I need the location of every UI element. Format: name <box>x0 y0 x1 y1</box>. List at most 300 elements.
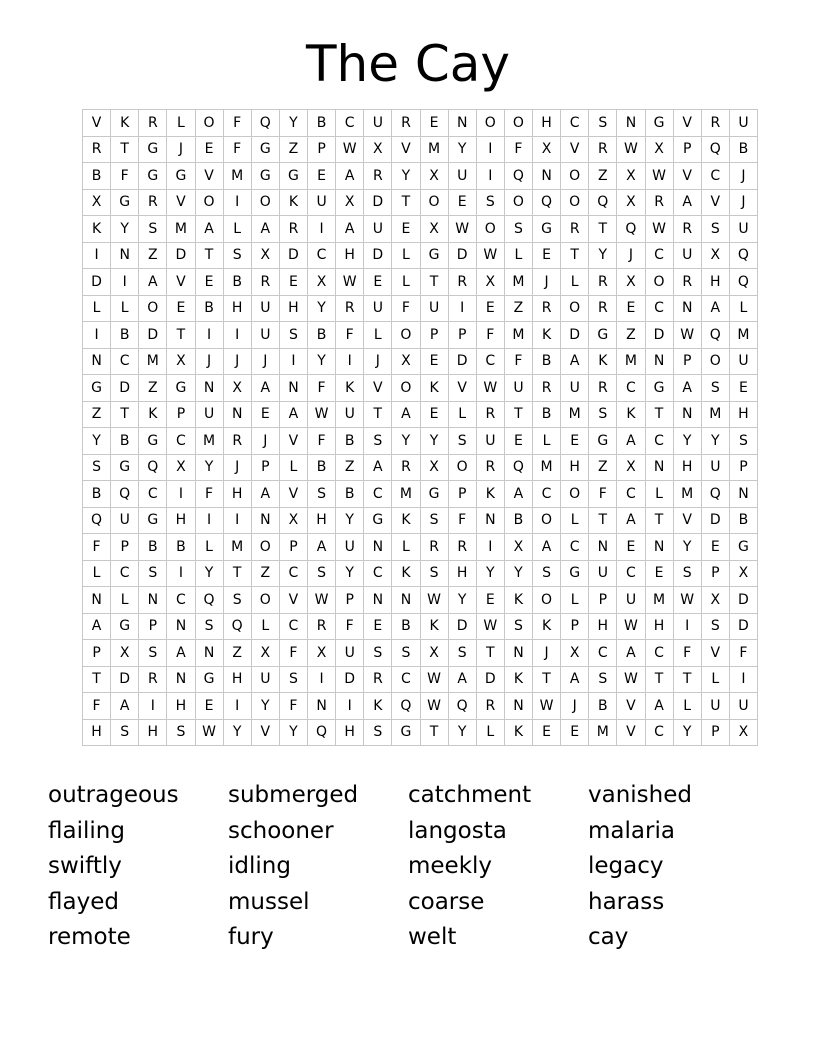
grid-cell: G <box>251 136 279 163</box>
grid-cell: U <box>701 693 729 720</box>
grid-cell: S <box>364 719 392 746</box>
grid-cell: A <box>701 295 729 322</box>
grid-cell: X <box>729 719 757 746</box>
grid-row <box>83 454 758 481</box>
grid-cell: A <box>195 216 223 243</box>
grid-cell: W <box>645 163 673 190</box>
grid-cell: J <box>167 136 195 163</box>
grid-cell: N <box>83 587 111 614</box>
grid-cell: J <box>364 348 392 375</box>
grid-cell: J <box>729 189 757 216</box>
grid-cell: I <box>111 269 139 296</box>
grid-cell: C <box>617 375 645 402</box>
grid-cell: F <box>729 640 757 667</box>
grid-cell: N <box>364 534 392 561</box>
grid-cell: V <box>561 136 589 163</box>
grid-cell: G <box>139 507 167 534</box>
grid-cell: M <box>533 454 561 481</box>
grid-cell: M <box>392 481 420 508</box>
grid-cell: G <box>420 481 448 508</box>
grid-cell: A <box>83 613 111 640</box>
grid-cell: T <box>111 136 139 163</box>
grid-cell: O <box>139 295 167 322</box>
grid-cell: S <box>589 110 617 137</box>
grid-cell: X <box>420 216 448 243</box>
grid-cell: Z <box>223 640 251 667</box>
word-list-item: meekly <box>408 853 493 879</box>
grid-cell: D <box>364 189 392 216</box>
grid-cell: K <box>279 189 307 216</box>
grid-cell: L <box>504 242 532 269</box>
grid-cell: U <box>589 560 617 587</box>
grid-cell: D <box>645 322 673 349</box>
grid-cell: D <box>448 242 476 269</box>
grid-cell: U <box>561 375 589 402</box>
grid-cell: L <box>561 269 589 296</box>
grid-cell: D <box>111 375 139 402</box>
grid-cell: G <box>645 375 673 402</box>
grid-cell: J <box>561 693 589 720</box>
grid-cell: F <box>336 322 364 349</box>
grid-row <box>83 666 758 693</box>
grid-cell: X <box>223 375 251 402</box>
grid-cell: W <box>645 216 673 243</box>
grid-cell: U <box>617 587 645 614</box>
grid-cell: Z <box>617 322 645 349</box>
grid-cell: J <box>617 242 645 269</box>
grid-cell: X <box>167 348 195 375</box>
grid-cell: I <box>279 348 307 375</box>
grid-cell: L <box>729 295 757 322</box>
grid-cell: E <box>420 401 448 428</box>
grid-cell: R <box>336 295 364 322</box>
grid-cell: P <box>701 560 729 587</box>
grid-cell: L <box>561 587 589 614</box>
grid-cell: S <box>139 640 167 667</box>
grid-cell: E <box>561 428 589 455</box>
grid-cell: N <box>673 295 701 322</box>
grid-cell: T <box>476 640 504 667</box>
grid-cell: V <box>364 375 392 402</box>
grid-cell: R <box>448 534 476 561</box>
grid-cell: C <box>364 560 392 587</box>
grid-cell: T <box>645 666 673 693</box>
grid-cell: Z <box>139 242 167 269</box>
grid-cell: O <box>476 110 504 137</box>
grid-row <box>83 216 758 243</box>
grid-cell: V <box>251 719 279 746</box>
grid-cell: T <box>561 242 589 269</box>
grid-cell: E <box>701 534 729 561</box>
grid-cell: U <box>251 295 279 322</box>
grid-row <box>83 401 758 428</box>
grid-cell: H <box>279 295 307 322</box>
grid-cell: F <box>223 110 251 137</box>
grid-cell: S <box>195 613 223 640</box>
grid-cell: M <box>504 322 532 349</box>
grid-cell: C <box>701 163 729 190</box>
grid-cell: V <box>167 269 195 296</box>
grid-cell: B <box>223 269 251 296</box>
grid-cell: D <box>336 666 364 693</box>
grid-cell: C <box>364 481 392 508</box>
grid-cell: V <box>673 163 701 190</box>
grid-cell: E <box>504 428 532 455</box>
grid-cell: G <box>279 163 307 190</box>
grid-row <box>83 322 758 349</box>
grid-cell: I <box>476 534 504 561</box>
grid-cell: N <box>476 507 504 534</box>
grid-cell: E <box>561 719 589 746</box>
grid-cell: Y <box>673 534 701 561</box>
grid-cell: R <box>392 454 420 481</box>
grid-cell: N <box>251 507 279 534</box>
grid-cell: L <box>364 322 392 349</box>
grid-cell: Y <box>392 163 420 190</box>
grid-cell: N <box>448 110 476 137</box>
grid-cell: S <box>589 401 617 428</box>
grid-cell: B <box>195 295 223 322</box>
grid-cell: A <box>673 375 701 402</box>
grid-cell: L <box>645 481 673 508</box>
grid-cell: S <box>504 216 532 243</box>
grid-cell: U <box>336 534 364 561</box>
word-list-row <box>48 778 768 814</box>
grid-cell: N <box>308 693 336 720</box>
grid-cell: C <box>533 481 561 508</box>
grid-cell: N <box>111 242 139 269</box>
grid-cell: S <box>504 613 532 640</box>
grid-cell: N <box>364 587 392 614</box>
grid-cell: P <box>308 136 336 163</box>
word-list-item: vanished <box>588 782 692 808</box>
grid-cell: K <box>139 401 167 428</box>
grid-cell: S <box>729 428 757 455</box>
word-list-row <box>48 920 768 956</box>
grid-cell: Q <box>701 481 729 508</box>
grid-cell: X <box>617 189 645 216</box>
grid-cell: U <box>195 401 223 428</box>
grid-cell: B <box>308 110 336 137</box>
grid-cell: H <box>336 719 364 746</box>
grid-cell: T <box>645 507 673 534</box>
grid-cell: S <box>701 375 729 402</box>
grid-cell: P <box>139 613 167 640</box>
grid-cell: W <box>195 719 223 746</box>
grid-cell: G <box>195 666 223 693</box>
grid-cell: C <box>111 348 139 375</box>
grid-cell: U <box>701 454 729 481</box>
grid-cell: E <box>392 216 420 243</box>
grid-cell: X <box>167 454 195 481</box>
grid-cell: L <box>561 507 589 534</box>
grid-cell: Q <box>83 507 111 534</box>
grid-cell: K <box>420 375 448 402</box>
grid-cell: K <box>364 693 392 720</box>
grid-cell: X <box>336 189 364 216</box>
grid-cell: Q <box>533 189 561 216</box>
grid-cell: S <box>673 560 701 587</box>
grid-cell: C <box>645 295 673 322</box>
grid-cell: C <box>279 613 307 640</box>
grid-cell: R <box>420 534 448 561</box>
grid-cell: B <box>111 322 139 349</box>
grid-cell: I <box>195 507 223 534</box>
grid-cell: O <box>476 216 504 243</box>
grid-row <box>83 110 758 137</box>
grid-row <box>83 348 758 375</box>
grid-cell: W <box>308 401 336 428</box>
grid-cell: B <box>533 348 561 375</box>
grid-cell: M <box>195 428 223 455</box>
grid-cell: U <box>336 640 364 667</box>
grid-cell: N <box>673 401 701 428</box>
grid-cell: R <box>139 110 167 137</box>
grid-cell: D <box>83 269 111 296</box>
grid-cell: P <box>420 322 448 349</box>
grid-cell: B <box>139 534 167 561</box>
grid-cell: P <box>83 640 111 667</box>
grid-cell: I <box>336 348 364 375</box>
grid-cell: J <box>533 640 561 667</box>
grid-cell: M <box>673 481 701 508</box>
grid-cell: S <box>448 640 476 667</box>
grid-cell: H <box>701 269 729 296</box>
grid-cell: K <box>533 322 561 349</box>
grid-cell: M <box>223 163 251 190</box>
grid-cell: W <box>420 666 448 693</box>
grid-row <box>83 481 758 508</box>
grid-cell: S <box>364 428 392 455</box>
grid-cell: C <box>645 719 673 746</box>
grid-cell: C <box>645 428 673 455</box>
word-list-item: cay <box>588 924 629 950</box>
grid-cell: D <box>364 242 392 269</box>
grid-cell: N <box>279 375 307 402</box>
grid-cell: S <box>420 560 448 587</box>
grid-cell: H <box>336 242 364 269</box>
grid-cell: S <box>420 507 448 534</box>
grid-cell: H <box>673 454 701 481</box>
grid-cell: B <box>392 613 420 640</box>
grid-cell: E <box>645 560 673 587</box>
grid-cell: D <box>476 666 504 693</box>
grid-cell: E <box>279 269 307 296</box>
grid-cell: I <box>308 666 336 693</box>
grid-cell: Y <box>83 428 111 455</box>
grid-cell: V <box>673 507 701 534</box>
grid-cell: N <box>167 666 195 693</box>
grid-cell: M <box>167 216 195 243</box>
grid-cell: A <box>139 269 167 296</box>
grid-cell: Q <box>504 163 532 190</box>
grid-cell: V <box>701 640 729 667</box>
grid-cell: U <box>308 189 336 216</box>
word-list-item: idling <box>228 853 291 879</box>
grid-cell: S <box>392 640 420 667</box>
grid-cell: S <box>476 189 504 216</box>
grid-cell: M <box>139 348 167 375</box>
grid-cell: O <box>448 454 476 481</box>
grid-cell: I <box>223 693 251 720</box>
word-list-item: schooner <box>228 817 334 844</box>
grid-cell: M <box>645 587 673 614</box>
grid-cell: W <box>673 322 701 349</box>
grid-cell: Y <box>308 295 336 322</box>
grid-cell: H <box>448 560 476 587</box>
grid-cell: T <box>392 189 420 216</box>
grid-cell: W <box>420 587 448 614</box>
grid-cell: R <box>533 375 561 402</box>
grid-cell: Y <box>336 560 364 587</box>
grid-cell: S <box>589 666 617 693</box>
grid-row <box>83 269 758 296</box>
grid-cell: X <box>420 454 448 481</box>
word-list-item: harass <box>588 888 665 915</box>
grid-cell: R <box>589 136 617 163</box>
grid-cell: X <box>420 163 448 190</box>
grid-row <box>83 613 758 640</box>
word-list-item: fury <box>228 924 274 950</box>
grid-cell: B <box>83 163 111 190</box>
grid-cell: A <box>111 693 139 720</box>
grid-cell: Z <box>251 560 279 587</box>
grid-cell: F <box>504 136 532 163</box>
grid-cell: O <box>561 189 589 216</box>
grid-cell: N <box>617 110 645 137</box>
grid-cell: F <box>308 375 336 402</box>
grid-cell: A <box>364 454 392 481</box>
grid-cell: F <box>195 481 223 508</box>
grid-cell: T <box>223 560 251 587</box>
grid-cell: Z <box>279 136 307 163</box>
grid-cell: V <box>279 587 307 614</box>
word-list-item: outrageous <box>48 782 179 808</box>
grid-cell: B <box>83 481 111 508</box>
grid-cell: E <box>476 295 504 322</box>
grid-cell: A <box>279 401 307 428</box>
grid-cell: I <box>167 481 195 508</box>
grid-cell: W <box>308 587 336 614</box>
grid-cell: L <box>448 401 476 428</box>
grid-cell: T <box>167 322 195 349</box>
grid-cell: R <box>476 693 504 720</box>
grid-cell: U <box>504 375 532 402</box>
grid-cell: T <box>533 666 561 693</box>
grid-cell: O <box>533 587 561 614</box>
grid-cell: C <box>167 587 195 614</box>
grid-cell: G <box>589 428 617 455</box>
grid-cell: J <box>195 348 223 375</box>
grid-cell: R <box>673 269 701 296</box>
grid-cell: G <box>83 375 111 402</box>
grid-cell: Q <box>589 189 617 216</box>
grid-cell: F <box>673 640 701 667</box>
grid-cell: H <box>139 719 167 746</box>
grid-cell: G <box>392 719 420 746</box>
grid-cell: E <box>308 163 336 190</box>
grid-cell: U <box>673 242 701 269</box>
grid-cell: O <box>701 348 729 375</box>
grid-cell: Q <box>223 613 251 640</box>
grid-cell: P <box>673 136 701 163</box>
grid-cell: O <box>561 481 589 508</box>
grid-cell: K <box>476 481 504 508</box>
grid-cell: A <box>617 428 645 455</box>
grid-cell: K <box>392 560 420 587</box>
grid-cell: X <box>617 454 645 481</box>
grid-cell: L <box>111 295 139 322</box>
grid-cell: C <box>336 110 364 137</box>
word-list-row <box>48 885 768 921</box>
grid-cell: N <box>645 348 673 375</box>
grid-row <box>83 163 758 190</box>
grid-cell: H <box>308 507 336 534</box>
grid-cell: A <box>392 401 420 428</box>
grid-cell: A <box>645 693 673 720</box>
grid-cell: S <box>701 613 729 640</box>
grid-cell: Y <box>392 428 420 455</box>
grid-cell: Y <box>195 454 223 481</box>
grid-cell: P <box>729 454 757 481</box>
grid-cell: D <box>701 507 729 534</box>
grid-cell: L <box>195 534 223 561</box>
grid-cell: E <box>195 269 223 296</box>
grid-cell: A <box>251 216 279 243</box>
grid-cell: U <box>364 216 392 243</box>
grid-cell: M <box>701 401 729 428</box>
grid-cell: U <box>364 295 392 322</box>
grid-cell: C <box>476 348 504 375</box>
grid-cell: S <box>533 560 561 587</box>
grid-cell: D <box>729 587 757 614</box>
grid-cell: V <box>279 428 307 455</box>
grid-cell: T <box>645 401 673 428</box>
grid-cell: I <box>448 295 476 322</box>
grid-cell: S <box>308 481 336 508</box>
grid-cell: H <box>167 507 195 534</box>
grid-cell: H <box>167 693 195 720</box>
grid-cell: Y <box>251 693 279 720</box>
grid-cell: W <box>476 375 504 402</box>
grid-cell: F <box>279 693 307 720</box>
grid-cell: E <box>617 534 645 561</box>
grid-cell: O <box>504 110 532 137</box>
grid-cell: P <box>279 534 307 561</box>
grid-cell: S <box>364 640 392 667</box>
grid-cell: L <box>701 666 729 693</box>
grid-cell: Q <box>617 216 645 243</box>
grid-cell: U <box>729 348 757 375</box>
grid-cell: M <box>617 348 645 375</box>
grid-cell: P <box>561 613 589 640</box>
grid-cell: B <box>729 136 757 163</box>
grid-cell: L <box>111 587 139 614</box>
grid-cell: R <box>645 189 673 216</box>
grid-cell: F <box>392 295 420 322</box>
grid-cell: U <box>476 428 504 455</box>
grid-cell: X <box>533 136 561 163</box>
grid-cell: N <box>195 640 223 667</box>
grid-cell: T <box>589 507 617 534</box>
grid-cell: B <box>533 401 561 428</box>
grid-cell: R <box>251 269 279 296</box>
grid-cell: E <box>533 242 561 269</box>
grid-cell: S <box>223 242 251 269</box>
grid-cell: J <box>251 348 279 375</box>
grid-cell: C <box>111 560 139 587</box>
grid-cell: U <box>336 401 364 428</box>
